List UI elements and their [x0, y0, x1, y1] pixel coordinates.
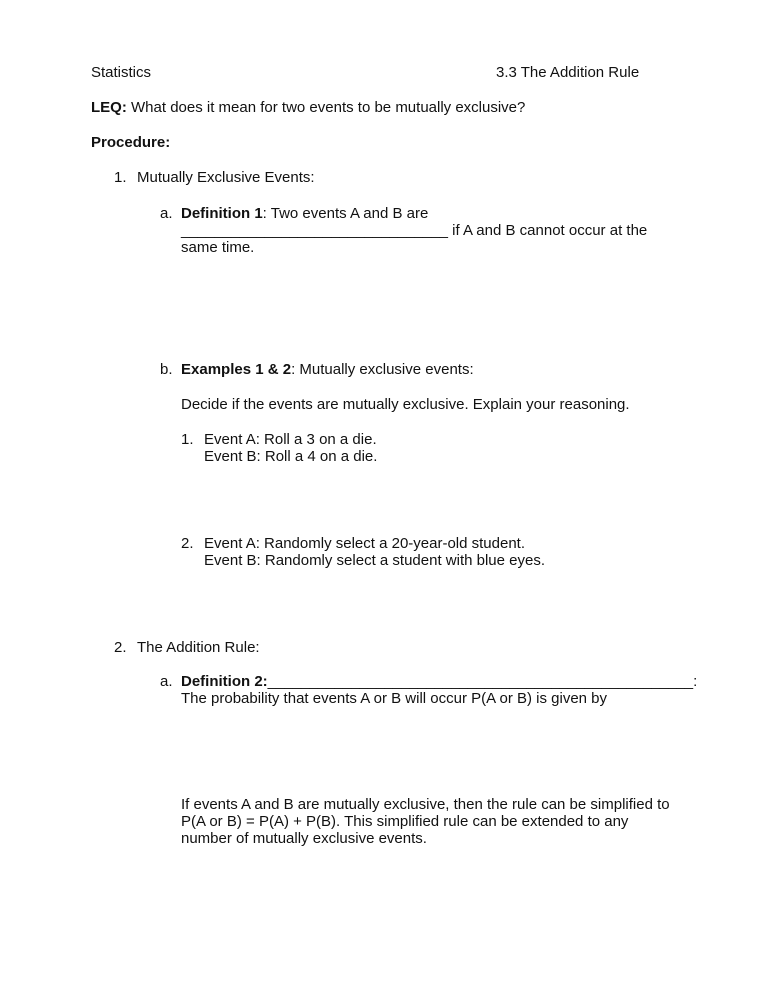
item-2a-line2: The probability that events A or B will occur P(A or B) is given by: [181, 690, 608, 707]
definition-1-label: Definition 1: [181, 205, 263, 222]
simplified-rule-line1: If events A and B are mutually exclusive, then the rule can be simplified to: [181, 796, 670, 813]
examples-instruction: Decide if the events are mutually exclusive. Explain your reasoning.: [181, 396, 630, 413]
simplified-rule-line3: number of mutually exclusive events.: [181, 830, 427, 847]
leq-question: What does it mean for two events to be mutually exclusive?: [126, 99, 526, 116]
section-1-number: 1.: [114, 169, 127, 186]
item-2a-letter: a.: [160, 673, 173, 690]
definition-1-blank-line: ________________________________ if A and B cannot occur at the: [181, 222, 648, 239]
item-2a-line1: Definition 2:___________________________________________________:: [181, 673, 698, 690]
example-2-event-a: Event A: Randomly select a 20-year-old student.: [204, 535, 526, 552]
item-1b-letter: b.: [160, 361, 173, 378]
item-1a-letter: a.: [160, 205, 173, 222]
simplified-rule-line2: P(A or B) = P(A) + P(B). This simplified rule can be extended to any: [181, 813, 629, 830]
example-1-event-a: Event A: Roll a 3 on a die.: [204, 431, 377, 448]
definition-2-blank: ___________________________________________________: [267, 673, 694, 690]
leq-label: LEQ:: [91, 99, 127, 116]
header-lesson-title: 3.3 The Addition Rule: [496, 64, 640, 81]
section-1-title: Mutually Exclusive Events:: [137, 169, 315, 186]
example-2-event-b: Event B: Randomly select a student with blue eyes.: [204, 552, 546, 569]
example-1-number: 1.: [181, 431, 194, 448]
section-2-number: 2.: [114, 639, 127, 656]
example-2-number: 2.: [181, 535, 194, 552]
procedure-heading: Procedure:: [91, 134, 171, 151]
definition-2-label: Definition 2: [181, 673, 263, 690]
example-1-event-b: Event B: Roll a 4 on a die.: [204, 448, 378, 465]
leq-line: [91, 99, 525, 117]
examples-label: Examples 1 & 2: [181, 361, 292, 378]
item-1a-line1: Definition 1: Two events A and B are: [181, 205, 429, 222]
section-2-title: The Addition Rule:: [137, 639, 260, 656]
header-subject: Statistics: [91, 64, 152, 81]
item-1b-line1: Examples 1 & 2: Mutually exclusive events:: [181, 361, 474, 378]
item-1a-line3: same time.: [181, 239, 255, 256]
